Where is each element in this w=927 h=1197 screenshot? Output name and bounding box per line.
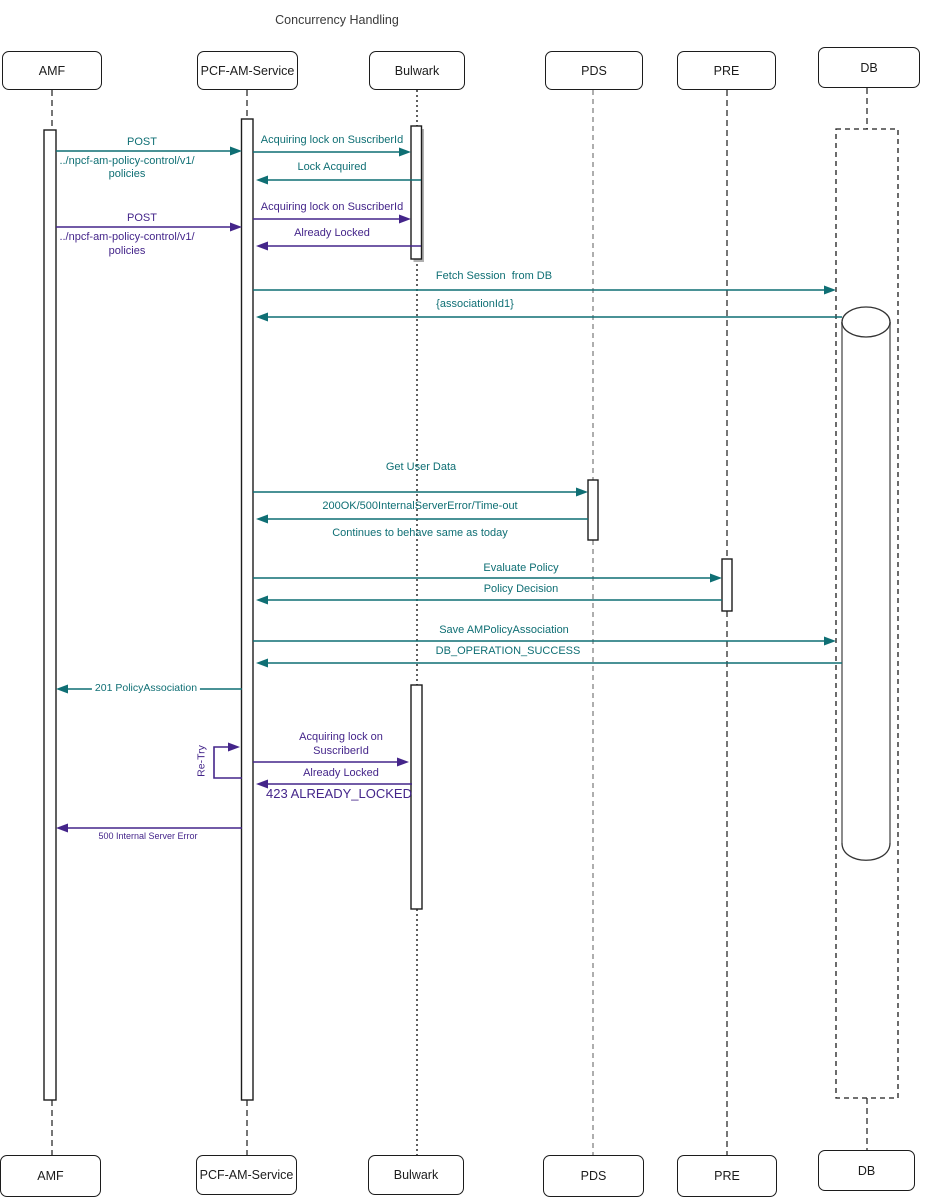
participant-label: AMF <box>37 1169 64 1183</box>
arrowhead <box>228 743 240 752</box>
participant-label: Bulwark <box>393 1168 439 1182</box>
arrowhead <box>710 574 722 583</box>
arrowhead <box>399 215 411 224</box>
message-label-post-1-path: ../npcf-am-policy-control/v1/ <box>59 155 195 167</box>
participant-label: AMF <box>38 63 66 78</box>
arrowhead <box>256 313 268 322</box>
participant-label: PCF-AM-Service <box>199 1168 294 1182</box>
bulwark-activation-bar-1 <box>411 126 422 259</box>
db-cylinder-body <box>842 322 890 843</box>
arrowhead <box>824 637 836 646</box>
participant-label: Bulwark <box>394 63 440 78</box>
message-label-acquiring-lock-2: Acquiring lock on SuscriberId <box>260 201 404 213</box>
participant-label: DB <box>857 1163 876 1178</box>
arrowhead <box>56 824 68 833</box>
message-label-201-policy-association: 201 PolicyAssociation <box>92 682 200 695</box>
message-label-continues-note: Continues to behave same as today <box>332 527 508 539</box>
message-label-acquiring-lock-3: Acquiring lock on <box>299 731 383 743</box>
message-label-post-2-path-2: policies <box>108 245 146 257</box>
diagram-title: Concurrency Handling <box>275 13 399 27</box>
participant-label: DB <box>860 60 878 75</box>
participant-pcf-am-service-bottom <box>196 1155 297 1195</box>
arrowhead <box>576 488 588 497</box>
message-label-policy-decision: Policy Decision <box>483 583 559 595</box>
participant-label: PDS <box>580 1169 607 1183</box>
arrowhead <box>256 596 268 605</box>
message-label-get-user-data: Get User Data <box>385 461 457 473</box>
participant-label: PRE <box>713 63 740 78</box>
message-label-post-1: POST <box>127 136 157 148</box>
message-label-acquiring-lock-3-line-2: SuscriberId <box>313 745 369 757</box>
participant-pds-bottom <box>543 1155 644 1197</box>
arrowhead <box>256 242 268 251</box>
arrowhead <box>230 147 242 156</box>
participant-amf-bottom <box>0 1155 101 1197</box>
participant-label: PRE <box>714 1169 740 1183</box>
db-cylinder-top <box>842 307 890 337</box>
participant-bulwark-bottom <box>368 1155 464 1195</box>
arrowhead <box>256 659 268 668</box>
arrowhead <box>399 148 411 157</box>
participant-label: PDS <box>581 63 607 78</box>
participant-pre-top <box>677 51 776 90</box>
participant-bulwark-top <box>369 51 465 90</box>
message-label-already-locked-1: Already Locked <box>294 227 370 239</box>
participant-pre-bottom <box>677 1155 777 1197</box>
message-label-423-already-locked: 423 ALREADY_LOCKED <box>266 786 412 801</box>
retry-self-loop <box>214 747 242 778</box>
arrowhead <box>397 758 409 767</box>
participant-db-bottom <box>818 1150 915 1191</box>
pcf-activation-bar <box>242 119 254 1100</box>
message-label-re-try: Re-Try <box>195 745 208 777</box>
pre-activation-bar <box>722 559 732 611</box>
bulwark-activation-bar-2 <box>411 685 422 909</box>
message-label-already-locked-2: Already Locked <box>303 767 379 779</box>
message-label-acquiring-lock-1: Acquiring lock on SuscriberId <box>260 134 404 146</box>
arrowhead <box>230 223 242 232</box>
message-label-500-internal-server-error: 500 Internal Server Error <box>98 831 198 841</box>
message-label-fetch-session: Fetch Session from DB <box>435 270 553 282</box>
message-label-post-2: POST <box>127 212 157 224</box>
participant-pcf-am-service-top <box>197 51 298 90</box>
message-label-post-2-path: ../npcf-am-policy-control/v1/ <box>59 231 195 243</box>
message-label-get-user-data-response: 200OK/500InternalServerError/Time-out <box>322 500 518 512</box>
arrowhead <box>256 176 268 185</box>
message-label-lock-acquired: Lock Acquired <box>297 161 367 173</box>
participant-pds-top <box>545 51 643 90</box>
participant-db-top <box>818 47 920 88</box>
message-label-evaluate-policy: Evaluate Policy <box>483 562 559 574</box>
arrowhead <box>256 515 268 524</box>
message-label-association-id: {associationId1} <box>436 298 514 310</box>
amf-activation-bar <box>44 130 56 1100</box>
message-label-save-am-policy-association: Save AMPolicyAssociation <box>439 624 569 636</box>
arrowhead <box>824 286 836 295</box>
pds-activation-bar <box>588 480 598 540</box>
participant-label: PCF-AM-Service <box>200 63 295 78</box>
message-label-post-1-path-2: policies <box>108 168 146 180</box>
participant-amf-top <box>2 51 102 90</box>
message-label-db-operation-success: DB_OPERATION_SUCCESS <box>435 645 581 657</box>
arrowhead <box>56 685 68 694</box>
